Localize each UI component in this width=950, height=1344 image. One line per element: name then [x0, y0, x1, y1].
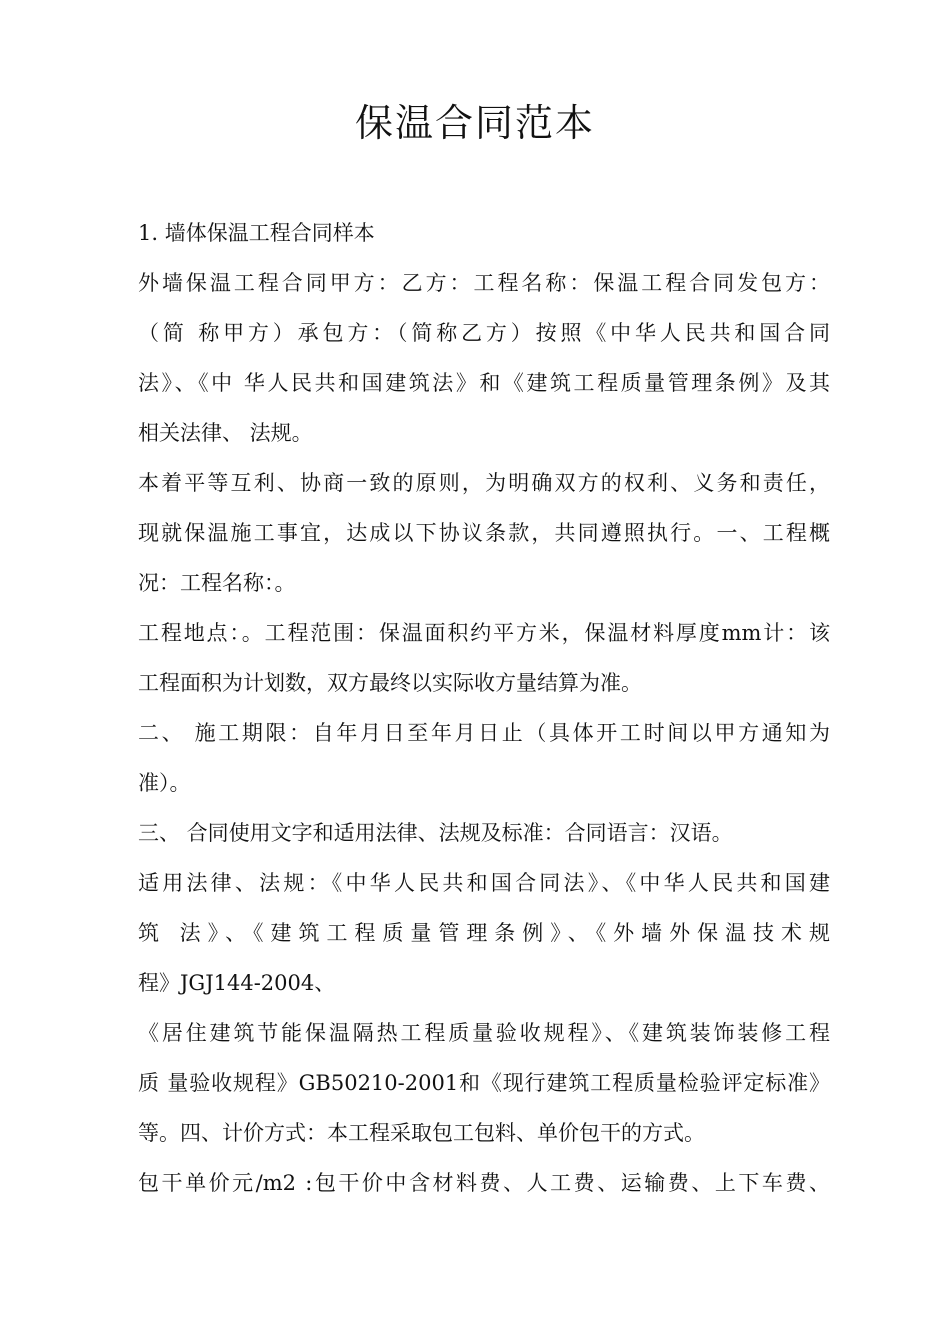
document-body — [138, 208, 830, 1208]
paragraph-line: （简 称甲方）承包方：（简称乙方）按照《中华人民共和国合同 — [138, 321, 830, 345]
paragraph-line: 准）。 — [138, 771, 191, 795]
paragraph-line: 工程面积为计划数，双方最终以实际收方量结算为准。 — [138, 671, 642, 695]
paragraph-line: 况：工程名称：。 — [138, 571, 296, 595]
paragraph-line: 三、 合同使用文字和适用法律、法规及标准：合同语言：汉语。 — [138, 821, 733, 845]
paragraph-line: 程》JGJ144-2004、 — [138, 971, 336, 995]
paragraph-line: 本着平等互利、协商一致的原则，为明确双方的权利、义务和责任， — [138, 471, 830, 495]
paragraph-line: 法》、《中 华人民共和国建筑法》和《建筑工程质量管理条例》及其 — [138, 371, 830, 395]
paragraph-line: 包干单价元/m2 :包干价中含材料费、人工费、运输费、上下车费、 — [138, 1171, 830, 1195]
paragraph-line: 适用法律、法规：《中华人民共和国合同法》、《中华人民共和国建 — [138, 871, 830, 895]
paragraph-line: 筑 法》、《建筑工程质量管理条例》、《外墙外保温技术规 — [138, 921, 830, 945]
paragraph-line: 外墙保温工程合同甲方：乙方：工程名称：保温工程合同发包方： — [138, 271, 830, 295]
section-heading: 1. 墙体保温工程合同样本 — [138, 221, 375, 245]
paragraph-line: 现就保温施工事宜，达成以下协议条款，共同遵照执行。一、工程概 — [138, 521, 830, 545]
paragraph-line: 质 量验收规程》GB50210-2001和《现行建筑工程质量检验评定标准》 — [138, 1071, 830, 1095]
paragraph-line: 相关法律、 法规。 — [138, 421, 313, 445]
paragraph-line: 等。四、计价方式：本工程采取包工包料、单价包干的方式。 — [138, 1121, 705, 1145]
document-title: 保温合同范本 — [354, 101, 595, 145]
paragraph-line: 二、 施工期限：自年月日至年月日止（具体开工时间以甲方通知为 — [138, 721, 830, 745]
paragraph-line: 《居住建筑节能保温隔热工程质量验收规程》、《建筑装饰装修工程 — [138, 1021, 830, 1045]
paragraph-line: 工程地点：。工程范围：保温面积约平方米，保温材料厚度mm计：该 — [138, 621, 830, 645]
